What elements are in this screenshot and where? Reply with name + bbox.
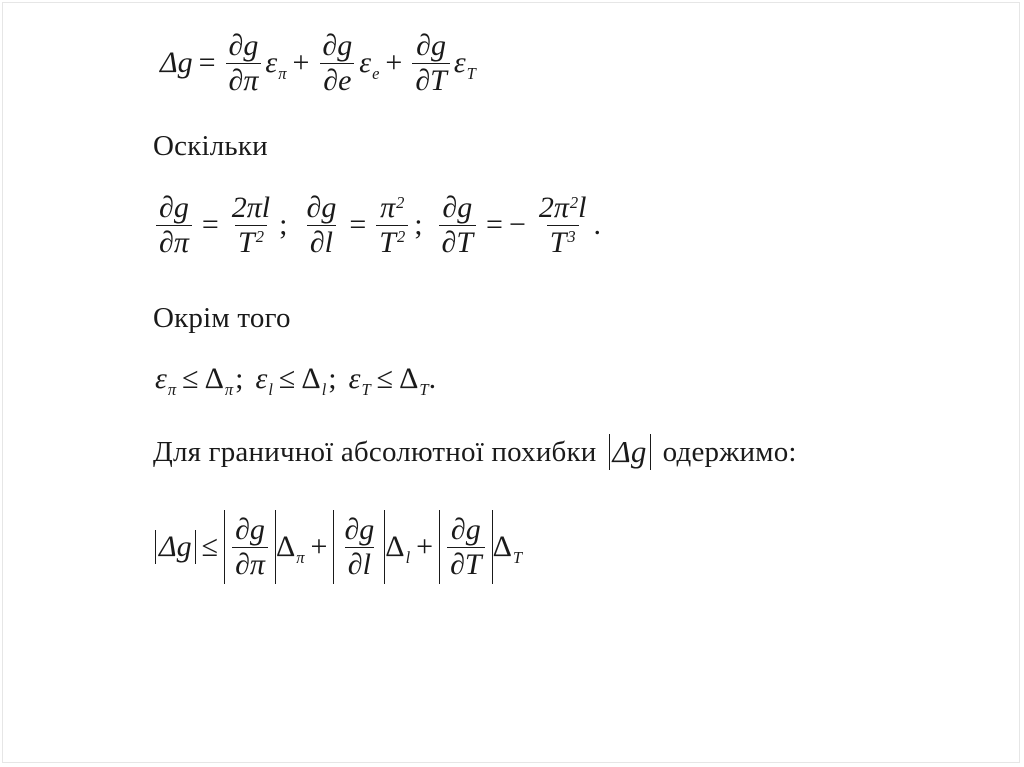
numerator: ∂g [344, 513, 375, 546]
epsilon-pi: $\varepsilon_\pi$ [265, 46, 287, 83]
fraction-dg-dpi [156, 192, 192, 258]
denominator: ∂T [439, 225, 477, 259]
abs-dg-dl [333, 510, 385, 584]
denominator: ∂π [226, 63, 262, 97]
epsilon-T: $\varepsilon_T$ [453, 46, 476, 83]
numerator: ∂g [306, 191, 337, 224]
numerator: ∂g [416, 29, 446, 62]
delta-l: $\Delta_l$ [301, 362, 327, 399]
numerator: ∂g [228, 29, 259, 62]
less-equal-sign: ≤ [201, 530, 219, 563]
fraction-dg-dpi [226, 30, 262, 96]
equals-sign: = [198, 46, 216, 79]
formula-absolute-bound [155, 510, 522, 584]
fraction-dg-dT [439, 192, 477, 258]
semicolon: ; [279, 208, 288, 241]
equals-sign: = [201, 208, 219, 241]
numerator: $\pi^2$ [380, 191, 405, 224]
boundary-prefix: Для граничної абсолютної похибки [153, 435, 597, 468]
period: . [593, 208, 602, 241]
epsilon-pi: $\varepsilon_\pi$ [155, 362, 177, 399]
delta-pi: $\Delta_\pi$ [275, 530, 305, 567]
paragraph-boundary-error [153, 434, 797, 470]
formula-inequalities [155, 362, 437, 399]
fraction-dg-dpi [232, 514, 268, 580]
plus-sign: + [385, 46, 403, 79]
less-equal-sign: ≤ [278, 362, 296, 395]
paragraph-besides: Окрім того [153, 302, 291, 334]
epsilon-e: $\varepsilon_e$ [359, 46, 380, 83]
fraction-dg-dT [412, 30, 450, 96]
fraction-pi2-T2 [376, 192, 408, 258]
delta-pi: $\Delta_\pi$ [204, 362, 234, 399]
minus-sign: − [508, 208, 526, 241]
less-equal-sign: ≤ [182, 362, 199, 395]
abs-dg-dT [439, 510, 493, 584]
fraction-dg-dT [447, 514, 485, 580]
denominator: ∂l [307, 225, 336, 259]
delta-g: Δg [160, 46, 193, 79]
denominator: ∂T [412, 63, 450, 97]
formula-total-error [160, 30, 476, 96]
denominator: $T^2$ [235, 225, 267, 259]
numerator: $2\pi^2l$ [538, 191, 587, 224]
numerator: 2πl [231, 191, 271, 224]
abs-delta-g: Δg [609, 434, 651, 470]
semicolon: ; [328, 362, 337, 395]
delta-T: $\Delta_T$ [492, 530, 523, 567]
boundary-suffix: одержимо: [662, 435, 797, 468]
period: . [428, 362, 437, 395]
denominator: ∂l [345, 547, 374, 581]
denominator: $T^3$ [547, 225, 579, 259]
numerator: ∂g [450, 513, 481, 546]
numerator: ∂g [442, 191, 473, 224]
abs-dg-dpi [224, 510, 276, 584]
fraction-2pil-T2 [229, 192, 273, 258]
semicolon: ; [235, 362, 244, 395]
plus-sign: + [310, 530, 328, 563]
semicolon: ; [414, 208, 423, 241]
denominator: ∂π [232, 547, 268, 581]
numerator: ∂g [322, 29, 353, 62]
formula-partials [152, 192, 601, 258]
less-equal-sign: ≤ [376, 362, 394, 395]
fraction-2pi2l-T3 [536, 192, 590, 258]
delta-l: $\Delta_l$ [385, 530, 411, 567]
epsilon-l: $\varepsilon_l$ [255, 362, 273, 399]
paragraph-since: Оскільки [153, 130, 268, 162]
equals-sign: = [349, 208, 367, 241]
denominator: ∂T [447, 547, 485, 581]
abs-delta-g: Δg [155, 530, 196, 564]
equals-sign: = [486, 208, 503, 241]
fraction-dg-dl [341, 514, 377, 580]
denominator: ∂e [320, 63, 354, 97]
numerator: ∂g [159, 191, 189, 224]
fraction-dg-de [319, 30, 355, 96]
plus-sign: + [416, 530, 434, 563]
epsilon-T: $\varepsilon_T$ [348, 362, 371, 399]
denominator: ∂π [156, 225, 192, 259]
denominator: $T^2$ [376, 225, 408, 259]
numerator: ∂g [235, 513, 265, 546]
delta-T: $\Delta_T$ [399, 362, 429, 399]
fraction-dg-dl [304, 192, 340, 258]
plus-sign: + [292, 46, 310, 79]
